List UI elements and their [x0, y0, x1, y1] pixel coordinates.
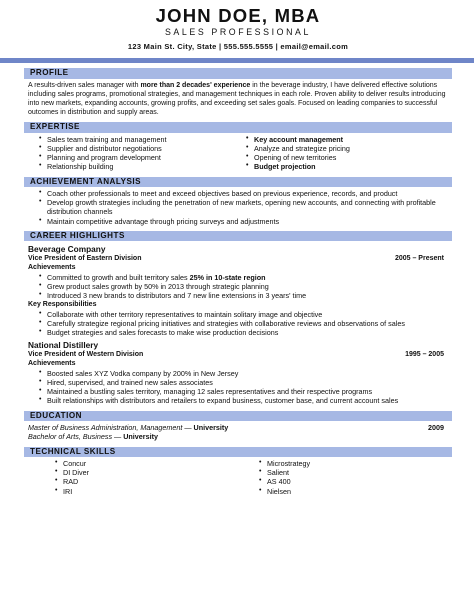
list-item: • Concur: [54, 459, 251, 468]
list-item: • Collaborate with other territory representatives to maintain solitary image and objective: [38, 310, 452, 319]
list-item: • Budget projection: [245, 162, 448, 171]
profile-text-part: in the beverage industry, I have delivered effective solutions including sales programs, promotional strategies, and management techniques in each role. Proven ability to deliver results introducing into new markets, expanding accounts, growing profits, and exceeding set sales goals. Focused on leading companies to successful outcomes in distribution and supply areas.: [28, 81, 446, 117]
expertise-list-right: [243, 135, 448, 172]
header-divider: [0, 58, 474, 63]
responsibilities-label: Key Responsibilities: [28, 300, 97, 308]
education-section: [24, 411, 452, 442]
skills-list-left: [54, 459, 251, 496]
list-item: • Introduced 3 new brands to distributors and 7 new line extensions in 3 years' time: [38, 291, 452, 300]
skills-section: [24, 447, 452, 496]
achievement-section: [24, 177, 452, 226]
list-item: • Maintain competitive advantage through pricing surveys and adjustments: [38, 217, 448, 226]
company-name: National Distillery: [28, 340, 99, 351]
responsibilities-list: [24, 310, 452, 338]
list-item: • DI Diver: [54, 468, 251, 477]
job-dates: 1995 – 2005: [405, 350, 444, 358]
section-title-profile: PROFILE: [30, 68, 69, 78]
degree-line: [28, 432, 158, 441]
degree-field: , Business —: [78, 432, 124, 442]
job-role: Vice President of Western Division: [28, 350, 144, 358]
skills-columns: [24, 457, 452, 496]
job-role-row: [24, 255, 452, 264]
section-title-skills: TECHNICAL SKILLS: [30, 446, 116, 456]
job-entry: [24, 340, 452, 405]
education-entry: [24, 421, 452, 432]
degree-field: , Management —: [136, 423, 194, 433]
section-title-education: EDUCATION: [30, 410, 83, 420]
school-name: University: [123, 432, 158, 442]
list-item: • Supplier and distributor negotiations: [38, 144, 243, 153]
list-item: • Nielsen: [258, 487, 448, 496]
achievements-label: Achievements: [28, 359, 76, 367]
achievements-list: [24, 369, 452, 406]
list-item: • Carefully strategize regional pricing initiatives and strategies with collaborative reviews and observations of sales: [38, 319, 452, 328]
section-title-achievement: ACHIEVEMENT ANALYSIS: [30, 176, 142, 186]
list-item: • Opening of new territories: [245, 153, 448, 162]
candidate-title: SALES PROFESSIONAL: [164, 27, 312, 38]
graduation-year: 2009: [428, 423, 444, 433]
list-item: • RAD: [54, 477, 251, 486]
list-item: • IRI: [54, 487, 251, 496]
list-item: [38, 273, 452, 282]
profile-summary: [24, 79, 452, 117]
section-title-career: CAREER HIGHLIGHTS: [30, 230, 125, 240]
section-title-expertise: EXPERTISE: [30, 122, 80, 132]
profile-text-part: A results-driven sales manager with: [28, 81, 141, 89]
list-item: • Microstrategy: [258, 459, 448, 468]
expertise-section: [24, 122, 452, 171]
list-item: • Planning and program development: [38, 153, 243, 162]
list-item: • Coach other professionals to meet and exceed objectives based on previous experience, records, and product: [38, 189, 448, 198]
list-item: • Budget strategies and sales forecasts to make wise production decisions: [38, 328, 452, 337]
list-item: • Built relationships with distributors and retailers to expand business, customer base, and current account sales: [38, 396, 452, 405]
job-role-row: [24, 351, 452, 360]
company-name: Beverage Company: [28, 244, 106, 255]
list-item: • Hired, supervised, and trained new sales associates: [38, 378, 452, 387]
degree-name: Master of Business Administration: [28, 423, 137, 433]
list-item: • Develop growth strategies including the penetration of new markets, opening new accounts, and connecting with profitable distribution channels: [38, 198, 448, 216]
list-item: • Relationship building: [38, 162, 243, 171]
profile-section: [24, 68, 452, 117]
list-item: • Maintained a bustling sales territory, managing 12 sales representatives and their respective programs: [38, 387, 452, 396]
degree-name: Bachelor of Arts: [28, 432, 79, 442]
job-role: Vice President of Eastern Division: [28, 255, 142, 262]
section-header-bar: [24, 122, 452, 133]
list-item: • Salient: [258, 468, 448, 477]
profile-text-highlight: more than 2 decades' experience: [140, 81, 251, 89]
school-name: University: [193, 423, 229, 433]
achievements-label: Achievements: [28, 263, 76, 271]
section-header-bar: [24, 411, 452, 422]
section-header-bar: [24, 68, 452, 79]
resume-header: [24, 0, 452, 51]
section-header-bar: [24, 177, 452, 188]
expertise-columns: [24, 133, 452, 172]
degree-line: [28, 423, 228, 432]
expertise-list-left: [38, 135, 243, 172]
list-item: • Analyze and strategize pricing: [245, 144, 448, 153]
job-entry: [24, 244, 452, 337]
list-item-text: Committed to growth and built territory sales: [47, 272, 190, 282]
achievement-list: [24, 187, 452, 226]
list-item-highlight: 25% in 10-state region: [189, 272, 266, 282]
section-header-bar: [24, 447, 452, 458]
contact-info: 123 Main St. City, State | 555.555.5555 | email@email.com: [127, 41, 349, 51]
candidate-name: JOHN DOE, MBA: [155, 5, 321, 26]
list-item: • Grew product sales growth by 50% in 2013 through strategic planning: [38, 282, 452, 291]
list-item: • Key account management: [245, 135, 448, 144]
career-section: [24, 231, 452, 406]
list-item: • Sales team training and management: [38, 135, 243, 144]
job-dates: 2005 – Present: [394, 255, 444, 262]
list-item: • AS 400: [258, 477, 448, 486]
list-item: • Boosted sales XYZ Vodka company by 200% in New Jersey: [38, 369, 452, 378]
section-header-bar: [24, 231, 452, 242]
achievements-list: [24, 273, 452, 301]
skills-list-right: [251, 459, 448, 496]
education-entry: [24, 432, 452, 441]
